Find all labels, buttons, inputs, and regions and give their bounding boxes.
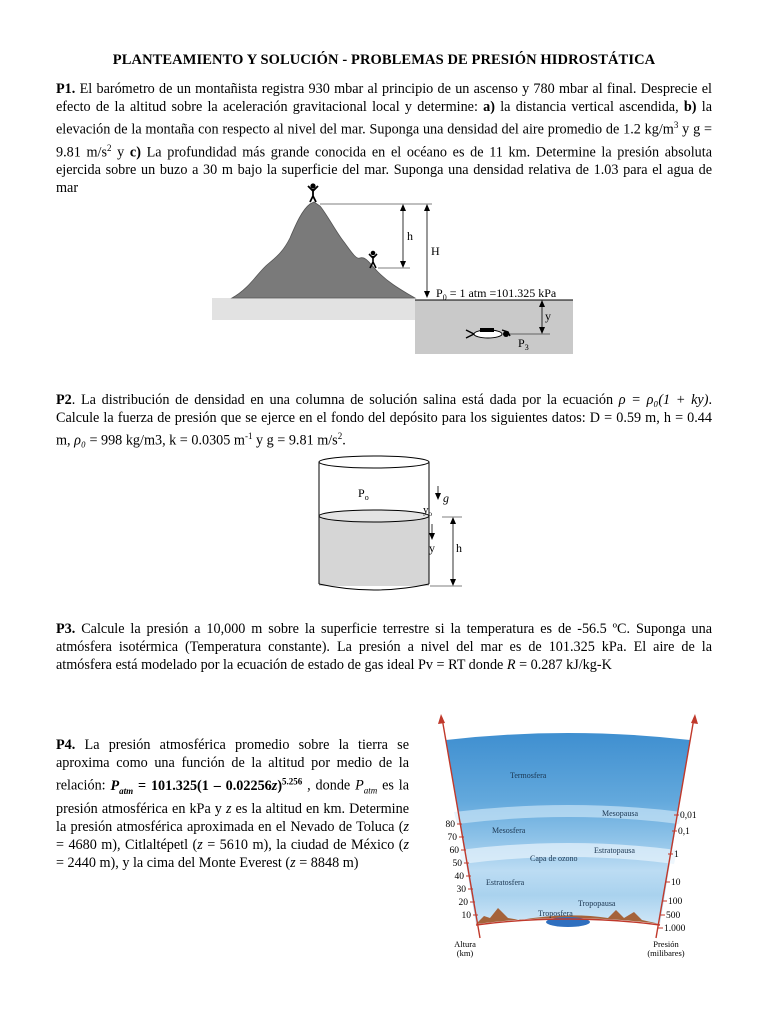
problem-2-text: = 998 kg/m3, k = 0.0305 m	[85, 432, 245, 449]
yo-label: $y_o$	[423, 504, 432, 518]
y-down-arrowhead	[429, 533, 435, 540]
tank-figure	[312, 452, 472, 592]
liquid-surface	[319, 510, 429, 522]
z-symbol: z	[290, 854, 296, 871]
h-label: h	[407, 229, 413, 243]
problem-2	[56, 391, 712, 450]
item-a-label: a)	[483, 99, 495, 115]
pressure-axis-title: Presión	[653, 939, 679, 949]
gas-constant-symbol: R	[506, 657, 516, 673]
tank-top-rim	[319, 456, 429, 468]
item-b-label: b)	[683, 99, 697, 115]
problem-4-text: La presión atmosférica promedio sobre la tierra se aproxima como una función de la altitud por medio de la relación:	[56, 737, 409, 794]
problem-4-text: es la presión atmosférica en kPa y	[56, 777, 409, 817]
y-arrow-label: y	[429, 541, 435, 555]
alt-tick: 60	[449, 846, 459, 856]
alt-tick: 40	[454, 872, 464, 882]
pressure-formula: $P_{atm} = 101.325(1 - 0.02256z)^{5.256}$	[110, 776, 303, 796]
problem-1-text: y	[111, 144, 130, 161]
problem-4-text: = 2440 m), y la cima del Monte Everest (	[56, 854, 291, 871]
atmosphere-sky	[446, 733, 690, 924]
press-tick: 0,01	[680, 811, 697, 821]
alt-tick: 10	[461, 911, 471, 921]
layer-label: Mesopausa	[602, 809, 638, 818]
g-arrowhead	[435, 493, 441, 500]
po-label: $P_o$	[358, 486, 369, 502]
problem-2-text: . La distribución de densidad en una columna de solución salina está dada por la ecuación	[71, 392, 619, 408]
climber-top-icon	[308, 183, 318, 202]
alt-tick: 70	[447, 833, 457, 843]
press-tick: 1	[674, 850, 679, 860]
z-symbol: z	[197, 836, 203, 853]
axis-titles	[454, 939, 685, 958]
pressure-axis-unit: (milibares)	[647, 948, 685, 958]
problem-4-text: es la altitud en km. Determine la presión atmosférica aproximada en el Nevado de Toluca (	[56, 800, 409, 835]
p0-label: $P_0 = 1$ atm =101.325 kPa	[436, 286, 557, 302]
problem-2-text: .	[342, 432, 346, 449]
H-label: H	[431, 244, 440, 258]
problem-1-text: y g = 9.81 m/s	[56, 121, 712, 161]
problem-4-text: = 5610 m), la ciudad de México (	[202, 836, 404, 853]
problem-3-text: = 0.287 kJ/kg-K	[515, 657, 612, 673]
z-symbol: z	[403, 836, 409, 853]
mountain-shape	[232, 202, 415, 298]
superscript: 2	[337, 431, 343, 441]
layer-label: Termosfera	[510, 771, 547, 780]
press-tick: 1.000	[664, 924, 686, 934]
y-label: y	[545, 309, 551, 323]
problem-3-label: P3.	[56, 621, 76, 637]
problem-1-text: El barómetro de un montañista registra 930 mbar al principio de un ascenso y 780 mbar al final. Desprecie el efecto de la altitud sobre la aceleración gravitacional local y determine:	[56, 81, 712, 115]
atmosphere-figure	[420, 712, 720, 967]
altitude-axis-arrowhead	[438, 714, 445, 724]
superscript: 3	[673, 120, 679, 130]
superscript: -1	[244, 431, 253, 441]
pressure-axis-arrowhead	[691, 714, 698, 724]
p3-label: $P_3$	[518, 336, 529, 352]
problem-3-text: Calcule la presión a 10,000 m sobre la superficie terrestre si la temperatura es de -56.5 ºC. Suponga una atmósfera isotérmica (Temperatura constante). La presión a nivel del mar es de 101.325 kPa. El aire de la atmósfera está modelado por la ecuación de estado de gas ideal Pv = RT donde	[56, 621, 712, 673]
density-equation: ρ = ρ₀(1 + ky)	[618, 392, 709, 408]
patm-symbol: P	[355, 777, 364, 794]
problem-1-text: la elevación de la montaña con respecto al nivel del mar. Suponga una densidad del aire promedio de 1.2 kg/m	[56, 99, 712, 138]
press-tick: 500	[666, 911, 681, 921]
layer-label: Mesosfera	[492, 826, 526, 835]
altitude-axis-title: Altura	[454, 939, 476, 949]
problem-4-label: P4.	[56, 737, 76, 753]
h-dim-label: h	[456, 541, 462, 555]
problem-2-text: . Calcule la fuerza de presión que se ejerce en el fondo del depósito para los siguientes datos: D = 0.59 m, h = 0.44 m,	[56, 392, 712, 449]
press-tick: 10	[671, 878, 681, 888]
g-label: g	[443, 491, 449, 505]
alt-tick: 30	[456, 885, 466, 895]
problem-2-text: y g = 9.81 m/s	[252, 432, 338, 449]
rho-zero: ρ₀	[74, 432, 86, 449]
problem-1-text: La profundidad más grande conocida en el océano es de 11 km. Determine la presión absoluta ejercida sobre un buzo a 30 m bajo la superficie del mar. Suponga una densidad relativa de 1.03 para el agua de mar	[56, 144, 713, 197]
z-symbol: z	[225, 800, 232, 817]
page-title: PLANTEAMIENTO Y SOLUCIÓN - PROBLEMAS DE PRESIÓN HIDROSTÁTICA	[112, 52, 656, 68]
alt-tick: 20	[458, 898, 468, 908]
problem-4-text: = 8848 m)	[295, 854, 359, 871]
liquid-fill	[319, 516, 429, 586]
altitude-axis-unit: (km)	[456, 948, 474, 958]
alt-tick: 50	[452, 859, 462, 869]
superscript: 2	[107, 142, 112, 153]
problem-1-text: la distancia vertical ascendida,	[494, 99, 684, 115]
mountain-figure	[210, 180, 580, 358]
layer-label: Tropopausa	[578, 899, 616, 908]
problem-4-text: = 4680 m), Citlaltépetl (	[56, 836, 198, 853]
layer-label: Capa de ozono	[530, 854, 578, 863]
layer-label: Estratosfera	[486, 878, 525, 887]
problem-4	[56, 736, 409, 872]
problem-4-text: , donde	[302, 777, 356, 794]
press-tick: 100	[668, 897, 683, 907]
problem-2-label: P2	[56, 392, 72, 408]
problem-3	[56, 620, 712, 674]
z-symbol: z	[403, 818, 409, 835]
problem-1-label: P1.	[56, 81, 76, 97]
alt-tick: 80	[445, 820, 455, 830]
ground-strip	[212, 298, 415, 320]
layer-label: Troposfera	[538, 909, 573, 918]
patm-subscript: atm	[363, 785, 378, 796]
item-c-label: c)	[129, 144, 141, 161]
layer-label: Estratopausa	[594, 846, 635, 855]
press-tick: 0,1	[678, 827, 690, 837]
